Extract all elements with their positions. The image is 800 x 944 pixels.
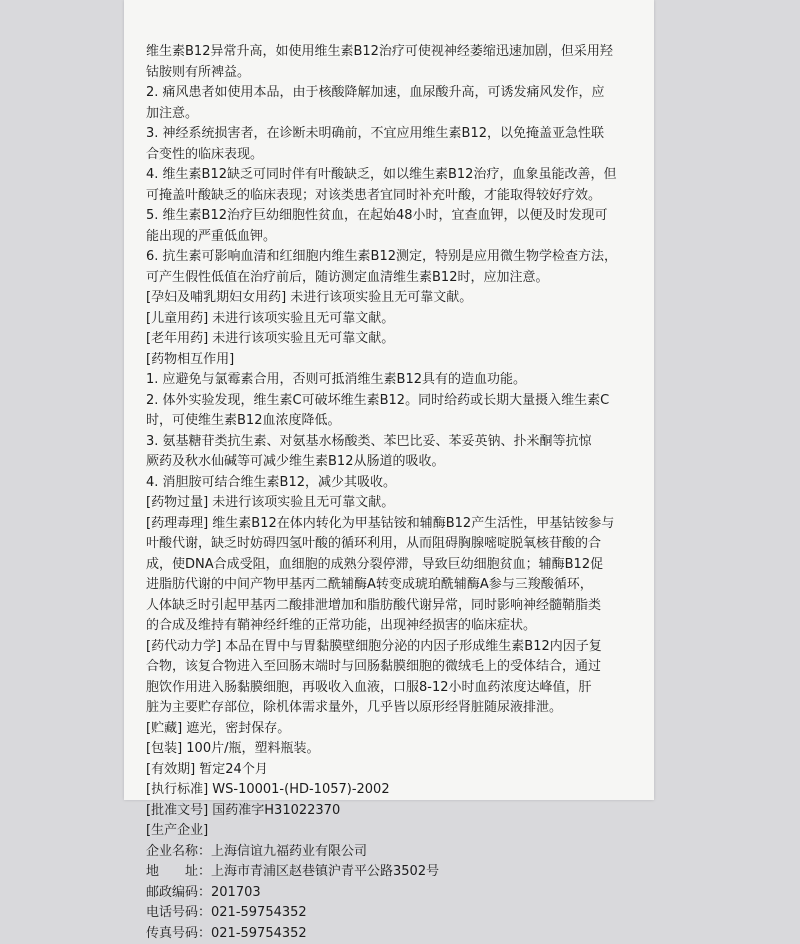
package-section: [包装] 100片/瓶，塑料瓶装。: [146, 739, 656, 760]
geriatric-section: [老年用药] 未进行该项实验且无可靠文献。: [146, 329, 656, 350]
interactions-heading: [药物相互作用]: [146, 350, 656, 371]
pediatric-section: [儿童用药] 未进行该项实验且无可靠文献。: [146, 309, 656, 330]
pregnancy-section: [孕妇及哺乳期妇女用药] 未进行该项实验且无可靠文献。: [146, 288, 656, 309]
fax-number: 传真号码：021-59754352: [146, 924, 656, 944]
caution-text-continued: 维生素B12异常升高，如使用维生素B12治疗可使视神经萎缩迅速加剧，但采用羟 钴胺则有所裨益。: [146, 42, 656, 83]
company-name: 企业名称：上海信谊九福药业有限公司: [146, 842, 656, 863]
caution-item-5: 5. 维生素B12治疗巨幼细胞性贫血，在起始48小时，宜查血钾，以便及时发现可 能出现的严重低血钾。: [146, 206, 656, 247]
phone-number: 电话号码：021-59754352: [146, 903, 656, 924]
expiry-section: [有效期] 暂定24个月: [146, 760, 656, 781]
interaction-item-3: 3. 氨基糖苷类抗生素、对氨基水杨酸类、苯巴比妥、苯妥英钠、扑米酮等抗惊 厥药及秋水仙碱等可减少维生素B12从肠道的吸收。: [146, 432, 656, 473]
manufacturer-heading: [生产企业]: [146, 821, 656, 842]
caution-item-2: 2. 痛风患者如使用本品，由于核酸降解加速，血尿酸升高，可诱发痛风发作，应 加注意。: [146, 83, 656, 124]
approval-section: [批准文号] 国药准字H31022370: [146, 801, 656, 822]
leaflet-text: [146, 42, 656, 944]
standard-section: [执行标准] WS-10001-(HD-1057)-2002: [146, 780, 656, 801]
overdose-section: [药物过量] 未进行该项实验且无可靠文献。: [146, 493, 656, 514]
storage-section: [贮藏] 遮光，密封保存。: [146, 719, 656, 740]
pharmacology-section: [药理毒理] 维生素B12在体内转化为甲基钴铵和辅酶B12产生活性，甲基钴铵参与 叶酸代谢，缺乏时妨碍四氢叶酸的循环利用，从而阻碍胸腺嘧啶脱氧核苷酸的合 成，使DNA合成受阻，血细胞的成熟分裂停滞，导致巨幼细胞贫血；辅酶B12促 进脂肪代谢的中间产物甲基丙二酰辅酶A转变成琥珀酰辅酶A参与三羧酸循环， 人体缺乏时引起甲基丙二酸排泄增加和脂肪酸代谢异常，同时影响神经髓鞘脂类 的合成及维持有鞘神经纤维的正常功能，出现神经损害的临床症状。: [146, 514, 656, 637]
caution-item-6: 6. 抗生素可影响血清和红细胞内维生素B12测定，特别是应用微生物学检查方法， 可产生假性低值在治疗前后，随访测定血清维生素B12时，应加注意。: [146, 247, 656, 288]
caution-item-3: 3. 神经系统损害者，在诊断未明确前，不宜应用维生素B12，以免掩盖亚急性联 合变性的临床表现。: [146, 124, 656, 165]
company-address: 地 址：上海市青浦区赵巷镇沪青平公路3502号: [146, 862, 656, 883]
interaction-item-2: 2. 体外实验发现，维生素C可破坏维生素B12。同时给药或长期大量摄入维生素C 时，可使维生素B12血浓度降低。: [146, 391, 656, 432]
caution-item-4: 4. 维生素B12缺乏可同时伴有叶酸缺乏，如以维生素B12治疗，血象虽能改善，但 可掩盖叶酸缺乏的临床表现；对该类患者宜同时补充叶酸，才能取得较好疗效。: [146, 165, 656, 206]
interaction-item-1: 1. 应避免与氯霉素合用，否则可抵消维生素B12具有的造血功能。: [146, 370, 656, 391]
postal-code: 邮政编码：201703: [146, 883, 656, 904]
interaction-item-4: 4. 消胆胺可结合维生素B12，减少其吸收。: [146, 473, 656, 494]
pharmacokinetics-section: [药代动力学] 本品在胃中与胃黏膜壁细胞分泌的内因子形成维生素B12内因子复 合物，该复合物进入至回肠末端时与回肠黏膜细胞的微绒毛上的受体结合，通过 胞饮作用进入肠黏膜细胞，再吸收入血液，口服8-12小时血药浓度达峰值，肝 脏为主要贮存部位，除机体需求量外，几乎皆以原形经肾脏随尿液排泄。: [146, 637, 656, 719]
